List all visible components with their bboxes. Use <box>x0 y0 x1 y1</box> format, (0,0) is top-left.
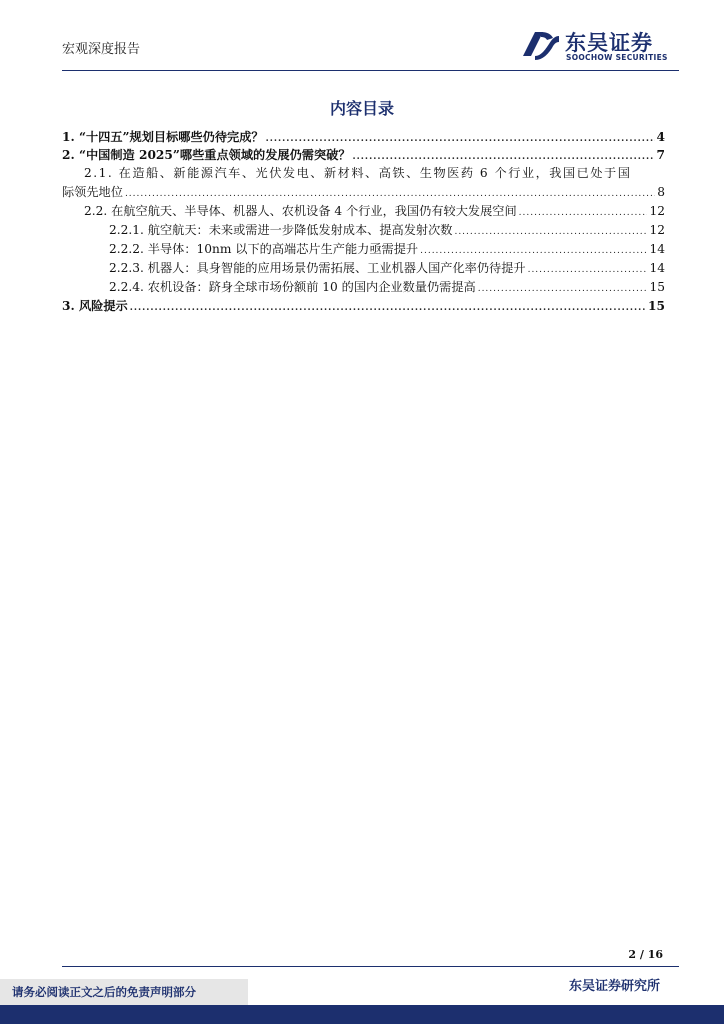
toc-leader <box>454 224 647 240</box>
disclaimer-text: 请务必阅读正文之后的免责声明部分 <box>12 985 196 999</box>
toc-entry-line1[interactable]: 2.1. 在造船、新能源汽车、光伏发电、新材料、高铁、生物医药 6 个行业，我国已处于国 <box>84 166 632 180</box>
toc-title: 内容目录 <box>329 99 394 118</box>
toc-entry-page: 7 <box>656 148 665 162</box>
disclaimer-box <box>0 979 248 1005</box>
page-number: 2 / 16 <box>628 948 663 961</box>
toc-entry[interactable] <box>62 129 665 147</box>
toc-entry-text: 2.2. 在航空航天、半导体、机器人、农机设备 4 个行业，我国仍有较大发展空间 <box>84 204 517 218</box>
toc-entry-page: 14 <box>649 242 665 256</box>
toc-entry-page: 12 <box>649 223 665 237</box>
toc-entry-text: 2.2.4. 农机设备：跻身全球市场份额前 10 的国内企业数量仍需提高 <box>109 280 476 294</box>
toc-leader <box>353 149 655 165</box>
toc-entry[interactable] <box>62 298 665 316</box>
toc-entry-text: 2. “中国制造 2025”哪些重点领域的发展仍需突破？ <box>62 148 351 162</box>
logo-english-name: SOOCHOW SECURITIES <box>566 53 668 62</box>
toc-leader <box>266 131 655 147</box>
toc-entry-page: 15 <box>649 280 665 294</box>
toc-leader <box>478 281 648 297</box>
toc-entry-text: 3. 风险提示 <box>62 299 128 313</box>
toc-leader <box>130 300 646 316</box>
toc-entry[interactable] <box>62 147 665 165</box>
toc-entry-page: 8 <box>657 185 665 199</box>
toc-entry-text: 1. “十四五”规划目标哪些仍待完成？ <box>62 130 264 144</box>
footer-divider <box>62 966 679 967</box>
toc-leader <box>125 186 655 202</box>
toc-leader <box>519 205 648 221</box>
toc-leader <box>528 262 648 278</box>
soochow-logo <box>519 26 679 66</box>
toc-entry-text: 际领先地位 <box>62 185 123 199</box>
toc-entry[interactable] <box>62 184 665 202</box>
toc-entry-text: 2.2.3. 机器人：具身智能的应用场景仍需拓展、工业机器人国产化率仍待提升 <box>109 261 526 275</box>
toc-entry-text: 2.2.1. 航空航天：未来或需进一步降低发射成本、提高发射次数 <box>109 223 453 237</box>
toc-entry-page: 14 <box>649 261 665 275</box>
footer-bar <box>0 1005 724 1024</box>
report-type-label: 宏观深度报告 <box>62 42 141 57</box>
toc-entry[interactable] <box>109 222 665 240</box>
logo-chinese-name: 东吴证券 <box>565 31 653 55</box>
toc-entry[interactable] <box>84 203 665 221</box>
soochow-logo-icon <box>519 26 561 62</box>
toc-entry-page: 12 <box>649 204 665 218</box>
toc-entry-text: 2.2.2. 半导体：10nm 以下的高端芯片生产能力亟需提升 <box>109 242 419 256</box>
footer-organization: 东吴证券研究所 <box>568 979 660 994</box>
toc-entry-page: 15 <box>648 299 665 313</box>
toc-entry-page: 4 <box>656 130 665 144</box>
toc-entry[interactable] <box>109 279 665 297</box>
toc-entry[interactable] <box>109 260 665 278</box>
header-divider <box>62 70 679 71</box>
toc-leader <box>420 243 647 259</box>
toc-entry[interactable] <box>109 241 665 259</box>
